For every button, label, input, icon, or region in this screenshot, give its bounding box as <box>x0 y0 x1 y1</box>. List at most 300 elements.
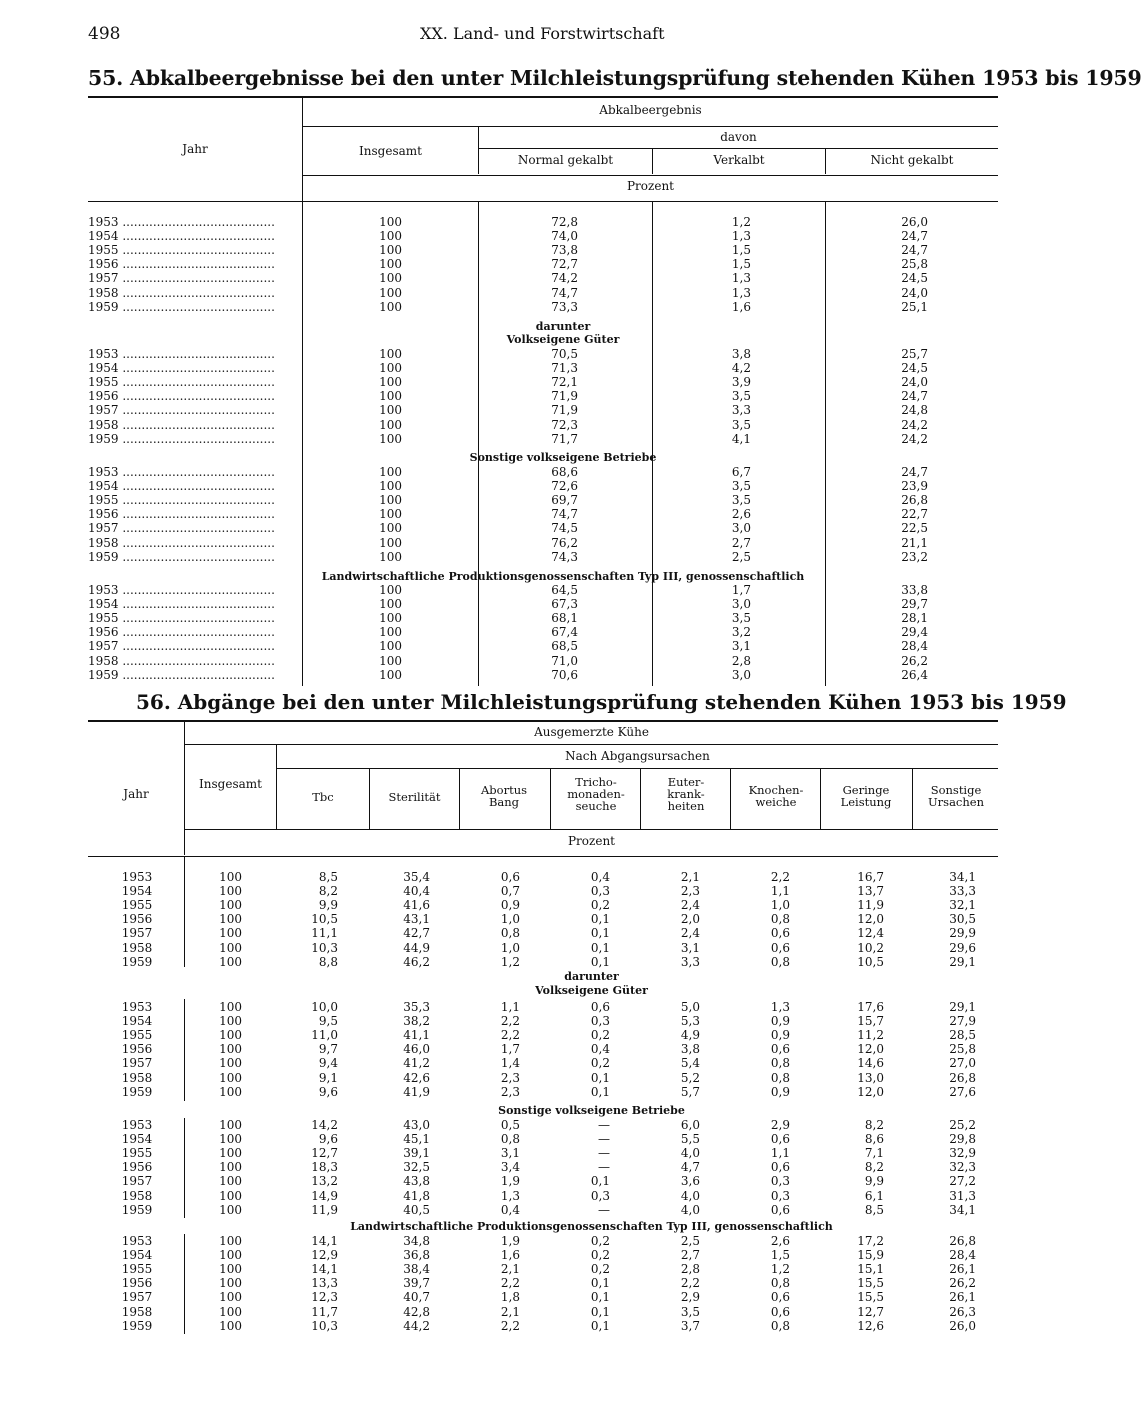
rule <box>912 769 913 829</box>
table-cell: 0,8 <box>500 1132 520 1147</box>
table-cell: 44,2 <box>403 1318 430 1333</box>
table-cell: 38,4 <box>403 1262 430 1277</box>
table-cell: 12,4 <box>857 926 884 941</box>
table-cell: 11,1 <box>311 926 338 941</box>
table-cell: 100 <box>219 1318 242 1333</box>
table-cell: 100 <box>379 639 402 654</box>
table-cell: 100 <box>379 521 402 536</box>
table-cell: 44,9 <box>403 940 430 955</box>
table-cell: 70,6 <box>551 667 578 682</box>
table-cell: 2,3 <box>680 884 700 899</box>
table-row-year: 1953 <box>121 1000 153 1014</box>
table-cell: 4,9 <box>680 1028 700 1043</box>
table-cell: 0,8 <box>770 1070 790 1085</box>
table-cell: 2,2 <box>500 1014 520 1029</box>
table-cell: 100 <box>219 1146 242 1161</box>
table-cell: — <box>598 1132 610 1147</box>
table-cell: 6,0 <box>680 1118 700 1132</box>
table-cell: 100 <box>379 493 402 508</box>
table-cell: 100 <box>219 954 242 969</box>
table-cell: 13,7 <box>857 884 884 899</box>
table-cell: 6,7 <box>731 465 751 479</box>
table-cell: 70,5 <box>551 347 578 361</box>
table-cell: 9,9 <box>864 1174 884 1189</box>
table-row-year: 1957 ........................................ <box>88 639 275 654</box>
table-cell: 2,6 <box>770 1234 790 1248</box>
table-cell: 28,4 <box>901 639 928 654</box>
table-cell: 5,4 <box>680 1056 700 1071</box>
table-cell: 11,7 <box>311 1304 338 1319</box>
table-cell: 26,2 <box>949 1276 976 1291</box>
table-cell: 1,9 <box>500 1234 520 1248</box>
table-cell: 100 <box>219 912 242 927</box>
table-cell: 28,4 <box>949 1248 976 1263</box>
table-cell: 8,2 <box>864 1118 884 1132</box>
rule <box>550 769 551 829</box>
table-cell: 71,3 <box>551 361 578 376</box>
col-header-trichomonadenseuche: Tricho-monaden-seuche <box>567 775 625 813</box>
table-cell: 31,3 <box>949 1188 976 1203</box>
table-row-year: 1956 ........................................ <box>88 507 275 522</box>
table-cell: 72,1 <box>551 375 578 390</box>
table-cell: 24,7 <box>901 229 928 244</box>
table-cell: 3,6 <box>680 1174 700 1189</box>
table-cell: 29,6 <box>949 940 976 955</box>
table-row-year: 1955 ........................................ <box>88 243 275 258</box>
table-cell: 0,1 <box>590 1276 610 1291</box>
table-cell: 9,1 <box>318 1070 338 1085</box>
section-label: Landwirtschaftliche Produktionsgenossenschaften Typ III, genossenschaftlich <box>321 570 805 583</box>
table-cell: 0,2 <box>590 1248 610 1263</box>
table-cell: 5,3 <box>680 1014 700 1029</box>
col-header-insgesamt: Insgesamt <box>199 777 262 791</box>
table-cell: 1,1 <box>770 884 790 899</box>
rule <box>88 96 998 98</box>
col-header-abkalbeergebnis: Abkalbeergebnis <box>599 103 702 117</box>
table-cell: 4,0 <box>680 1146 700 1161</box>
table-cell: 1,2 <box>770 1262 790 1277</box>
table-cell: 68,6 <box>551 465 578 479</box>
table-cell: 15,5 <box>857 1276 884 1291</box>
table-cell: 26,3 <box>949 1304 976 1319</box>
col-header-davon: davon <box>720 130 757 144</box>
table-cell: 3,7 <box>680 1318 700 1333</box>
col-header-verkalbt: Verkalbt <box>713 153 765 167</box>
table-cell: 100 <box>219 1132 242 1147</box>
table-cell: 26,2 <box>901 653 928 668</box>
table-cell: 2,7 <box>680 1248 700 1263</box>
table-cell: 100 <box>379 403 402 418</box>
table-cell: 0,1 <box>590 1318 610 1333</box>
table-cell: 100 <box>379 653 402 668</box>
table-cell: 0,4 <box>590 1042 610 1057</box>
rule <box>185 744 998 745</box>
rule <box>640 769 641 829</box>
table-cell: 11,2 <box>857 1028 884 1043</box>
section-label: darunter <box>535 320 591 333</box>
table-cell: 43,0 <box>403 1118 430 1132</box>
table-cell: 100 <box>379 597 402 612</box>
table-cell: 71,7 <box>551 431 578 446</box>
table-cell: 32,3 <box>949 1160 976 1175</box>
table-cell: 0,6 <box>500 870 520 884</box>
table-cell: 100 <box>219 1248 242 1263</box>
table-cell: 100 <box>219 940 242 955</box>
table-row-year: 1959 <box>121 1084 153 1099</box>
table-cell: 39,1 <box>403 1146 430 1161</box>
table-cell: 100 <box>219 1276 242 1291</box>
table-row-year: 1955 ........................................ <box>88 493 275 508</box>
table-cell: 8,6 <box>864 1132 884 1147</box>
table-cell: 2,3 <box>500 1070 520 1085</box>
table-cell: 23,9 <box>901 479 928 494</box>
table-cell: 41,8 <box>403 1188 430 1203</box>
table-cell: 12,0 <box>857 1084 884 1099</box>
table-cell: — <box>598 1160 610 1175</box>
table-cell: 10,5 <box>857 954 884 969</box>
table-row-year: 1955 ........................................ <box>88 375 275 390</box>
table-cell: — <box>598 1118 610 1132</box>
table-cell: 74,5 <box>551 521 578 536</box>
table-cell: 0,2 <box>590 898 610 913</box>
table-row-year: 1953 <box>121 1234 153 1248</box>
rule <box>825 202 826 686</box>
table-cell: 5,2 <box>680 1070 700 1085</box>
table-row-year: 1958 <box>121 1070 153 1085</box>
table-cell: 23,2 <box>901 549 928 564</box>
table-cell: 2,2 <box>500 1276 520 1291</box>
table-cell: 2,3 <box>500 1084 520 1099</box>
table-cell: 5,7 <box>680 1084 700 1099</box>
table-cell: 2,5 <box>731 549 751 564</box>
table-cell: 1,7 <box>731 583 751 597</box>
table-row-year: 1957 ........................................ <box>88 271 275 286</box>
table-cell: 100 <box>219 1234 242 1248</box>
col-header-geringe-leistung: Geringe Leistung <box>840 783 892 809</box>
table-cell: 32,5 <box>403 1160 430 1175</box>
table-cell: 24,7 <box>901 389 928 404</box>
table-cell: 100 <box>219 1028 242 1043</box>
table-cell: 3,5 <box>731 611 751 626</box>
section-label: darunter <box>564 970 619 983</box>
table-cell: 0,8 <box>770 1056 790 1071</box>
table-cell: 3,4 <box>500 1160 520 1175</box>
table-cell: 0,3 <box>590 884 610 899</box>
table-row-year: 1958 ........................................ <box>88 653 275 668</box>
table-cell: 2,2 <box>500 1318 520 1333</box>
table-cell: 35,3 <box>403 1000 430 1014</box>
table-cell: 25,8 <box>949 1042 976 1057</box>
table-cell: 1,2 <box>500 954 520 969</box>
table-cell: 69,7 <box>551 493 578 508</box>
table-cell: 100 <box>379 507 402 522</box>
table-cell: 64,5 <box>551 583 578 597</box>
table-row-year: 1954 ........................................ <box>88 361 275 376</box>
table-cell: 2,8 <box>731 653 751 668</box>
table-cell: 13,2 <box>311 1174 338 1189</box>
table-cell: 5,5 <box>680 1132 700 1147</box>
table-cell: 100 <box>379 667 402 682</box>
table-row-year: 1954 <box>121 1014 153 1029</box>
table-cell: 100 <box>379 583 402 597</box>
table-cell: 0,2 <box>590 1234 610 1248</box>
table-cell: 3,5 <box>731 493 751 508</box>
rule <box>303 175 998 176</box>
table-row-year: 1956 <box>121 1276 153 1291</box>
table-cell: 0,6 <box>770 1202 790 1217</box>
table-cell: 13,0 <box>857 1070 884 1085</box>
table-cell: 11,9 <box>311 1202 338 1217</box>
table-cell: 100 <box>219 898 242 913</box>
table-cell: 73,3 <box>551 299 578 314</box>
table-cell: 3,5 <box>731 389 751 404</box>
table-row-year: 1958 <box>121 1188 153 1203</box>
table-cell: 4,1 <box>731 431 751 446</box>
table-cell: 9,6 <box>318 1084 338 1099</box>
table-cell: 0,7 <box>500 884 520 899</box>
table-55-title: 55. Abkalbeergebnisse bei den unter Milchleistungsprüfung stehenden Kühen 1953 bis 1959 <box>88 66 1142 90</box>
table-cell: 2,4 <box>680 898 700 913</box>
table-cell: 29,7 <box>901 597 928 612</box>
table-cell: 76,2 <box>551 535 578 550</box>
rule <box>820 769 821 829</box>
table-cell: 46,2 <box>403 954 430 969</box>
table-cell: 3,3 <box>680 954 700 969</box>
table-cell: 71,0 <box>551 653 578 668</box>
table-cell: 10,0 <box>311 1000 338 1014</box>
table-cell: 100 <box>219 1202 242 1217</box>
table-cell: 74,3 <box>551 549 578 564</box>
rule <box>302 202 303 686</box>
table-row-year: 1959 ........................................ <box>88 431 275 446</box>
table-row-year: 1954 ........................................ <box>88 597 275 612</box>
table-cell: 9,6 <box>318 1132 338 1147</box>
table-cell: 0,1 <box>590 1290 610 1305</box>
table-cell: 29,4 <box>901 625 928 640</box>
table-cell: 25,1 <box>901 299 928 314</box>
table-cell: 68,5 <box>551 639 578 654</box>
table-cell: 100 <box>379 243 402 258</box>
table-cell: 100 <box>379 271 402 286</box>
rule <box>459 769 460 829</box>
table-cell: 10,3 <box>311 1318 338 1333</box>
table-cell: 100 <box>379 625 402 640</box>
table-56-title: 56. Abgänge bei den unter Milchleistungsprüfung stehenden Kühen 1953 bis 1959 <box>136 690 1067 714</box>
table-cell: 3,1 <box>500 1146 520 1161</box>
table-row-year: 1958 ........................................ <box>88 285 275 300</box>
table-cell: 24,7 <box>901 243 928 258</box>
table-cell: 100 <box>379 417 402 432</box>
table-cell: 100 <box>379 535 402 550</box>
table-cell: 3,0 <box>731 667 751 682</box>
table-cell: 100 <box>219 1262 242 1277</box>
table-cell: 100 <box>219 1290 242 1305</box>
table-row-year: 1958 <box>121 940 153 955</box>
table-cell: 100 <box>219 884 242 899</box>
table-row-year: 1954 <box>121 1248 153 1263</box>
table-cell: 3,5 <box>680 1304 700 1319</box>
table-cell: 100 <box>219 1000 242 1014</box>
table-cell: 33,8 <box>901 583 928 597</box>
col-header-abortus-bang: Abortus Bang <box>480 783 528 809</box>
table-cell: 43,1 <box>403 912 430 927</box>
table-row-year: 1953 ........................................ <box>88 465 275 479</box>
table-row-year: 1958 <box>121 1304 153 1319</box>
table-cell: 72,3 <box>551 417 578 432</box>
table-row-year: 1956 <box>121 1160 153 1175</box>
table-cell: 30,5 <box>949 912 976 927</box>
table-cell: 41,9 <box>403 1084 430 1099</box>
table-cell: 10,3 <box>311 940 338 955</box>
table-cell: 100 <box>219 1160 242 1175</box>
table-cell: 100 <box>379 465 402 479</box>
table-row-year: 1959 ........................................ <box>88 549 275 564</box>
table-cell: 2,8 <box>680 1262 700 1277</box>
table-cell: 0,6 <box>770 926 790 941</box>
table-cell: 14,9 <box>311 1188 338 1203</box>
table-cell: 100 <box>379 347 402 361</box>
table-cell: 100 <box>379 375 402 390</box>
table-row-year: 1956 ........................................ <box>88 625 275 640</box>
table-cell: 14,6 <box>857 1056 884 1071</box>
table-cell: 28,5 <box>949 1028 976 1043</box>
table-cell: 1,4 <box>500 1056 520 1071</box>
col-header-prozent: Prozent <box>567 834 615 848</box>
section-sublabel: Volkseigene Güter <box>506 333 620 346</box>
table-row-year: 1955 <box>121 1028 153 1043</box>
table-cell: 26,8 <box>901 493 928 508</box>
table-row-year: 1957 <box>121 1056 153 1071</box>
table-cell: 29,1 <box>949 1000 976 1014</box>
rule <box>88 720 998 722</box>
table-row-year: 1953 ........................................ <box>88 583 275 597</box>
table-cell: 38,2 <box>403 1014 430 1029</box>
table-cell: 46,0 <box>403 1042 430 1057</box>
col-header-ausgemerzte: Ausgemerzte Kühe <box>534 725 649 739</box>
table-cell: 12,3 <box>311 1290 338 1305</box>
section-label: Landwirtschaftliche Produktionsgenossenschaften Typ III, genossenschaftlich <box>350 1220 833 1233</box>
table-cell: 1,6 <box>731 299 751 314</box>
table-row-year: 1955 ........................................ <box>88 611 275 626</box>
table-cell: 1,5 <box>770 1248 790 1263</box>
table-row-year: 1955 <box>121 1146 153 1161</box>
table-cell: 34,8 <box>403 1234 430 1248</box>
table-cell: — <box>598 1146 610 1161</box>
col-header-tbc: Tbc <box>312 790 334 804</box>
table-cell: 0,3 <box>590 1014 610 1029</box>
table-cell: 2,1 <box>500 1304 520 1319</box>
table-cell: 100 <box>219 1070 242 1085</box>
table-cell: 27,6 <box>949 1084 976 1099</box>
table-cell: 45,1 <box>403 1132 430 1147</box>
table-cell: 100 <box>379 389 402 404</box>
table-cell: 1,5 <box>731 257 751 272</box>
table-cell: 9,5 <box>318 1014 338 1029</box>
table-cell: 17,2 <box>857 1234 884 1248</box>
table-cell: 1,0 <box>500 912 520 927</box>
table-row-year: 1954 ........................................ <box>88 229 275 244</box>
table-cell: 3,5 <box>731 417 751 432</box>
col-header-sterilitaet: Sterilität <box>388 790 441 804</box>
table-cell: 2,2 <box>770 870 790 884</box>
table-cell: 4,0 <box>680 1202 700 1217</box>
table-cell: 3,5 <box>731 479 751 494</box>
table-cell: 12,6 <box>857 1318 884 1333</box>
table-cell: 1,9 <box>500 1174 520 1189</box>
table-cell: 24,8 <box>901 403 928 418</box>
table-row-year: 1958 ........................................ <box>88 535 275 550</box>
table-cell: 12,9 <box>311 1248 338 1263</box>
table-cell: 42,7 <box>403 926 430 941</box>
table-cell: 68,1 <box>551 611 578 626</box>
table-cell: 15,5 <box>857 1290 884 1305</box>
table-cell: 0,2 <box>590 1056 610 1071</box>
table-row-year: 1953 ........................................ <box>88 347 275 361</box>
table-cell: 26,0 <box>901 215 928 229</box>
table-cell: 0,3 <box>770 1188 790 1203</box>
table-cell: 3,0 <box>731 521 751 536</box>
table-cell: 40,7 <box>403 1290 430 1305</box>
table-row-year: 1959 <box>121 954 153 969</box>
table-cell: 12,0 <box>857 912 884 927</box>
table-cell: 100 <box>379 431 402 446</box>
table-cell: 71,9 <box>551 389 578 404</box>
table-cell: 9,4 <box>318 1056 338 1071</box>
table-cell: 26,1 <box>949 1290 976 1305</box>
table-cell: 2,9 <box>680 1290 700 1305</box>
table-cell: 42,6 <box>403 1070 430 1085</box>
table-cell: 24,5 <box>901 361 928 376</box>
table-cell: 0,5 <box>500 1118 520 1132</box>
table-cell: 39,7 <box>403 1276 430 1291</box>
table-cell: 74,7 <box>551 507 578 522</box>
table-cell: 27,2 <box>949 1174 976 1189</box>
table-cell: 25,7 <box>901 347 928 361</box>
table-cell: 12,7 <box>311 1146 338 1161</box>
table-cell: 9,7 <box>318 1042 338 1057</box>
table-cell: 0,3 <box>590 1188 610 1203</box>
table-cell: 4,0 <box>680 1188 700 1203</box>
table-cell: 11,9 <box>857 898 884 913</box>
rule <box>652 202 653 686</box>
table-cell: 28,1 <box>901 611 928 626</box>
table-cell: 6,1 <box>864 1188 884 1203</box>
table-cell: 100 <box>219 1188 242 1203</box>
table-row-year: 1957 ........................................ <box>88 403 275 418</box>
table-cell: 1,3 <box>731 285 751 300</box>
rule <box>185 829 998 830</box>
table-cell: 71,9 <box>551 403 578 418</box>
section-label: Sonstige volkseigene Betriebe <box>498 1104 685 1117</box>
section-sublabel: Volkseigene Güter <box>535 984 648 997</box>
table-cell: 7,1 <box>864 1146 884 1161</box>
table-cell: 22,7 <box>901 507 928 522</box>
table-cell: 27,9 <box>949 1014 976 1029</box>
table-cell: 10,5 <box>311 912 338 927</box>
table-cell: 0,6 <box>770 1132 790 1147</box>
col-header-jahr: Jahr <box>182 142 208 156</box>
table-cell: 100 <box>379 549 402 564</box>
table-cell: 0,1 <box>590 1304 610 1319</box>
table-cell: 4,7 <box>680 1160 700 1175</box>
table-cell: 35,4 <box>403 870 430 884</box>
table-cell: 100 <box>379 361 402 376</box>
table-cell: 24,0 <box>901 375 928 390</box>
table-cell: 8,2 <box>864 1160 884 1175</box>
table-cell: 2,4 <box>680 926 700 941</box>
col-header-insgesamt: Insgesamt <box>359 144 422 158</box>
table-cell: 8,5 <box>864 1202 884 1217</box>
